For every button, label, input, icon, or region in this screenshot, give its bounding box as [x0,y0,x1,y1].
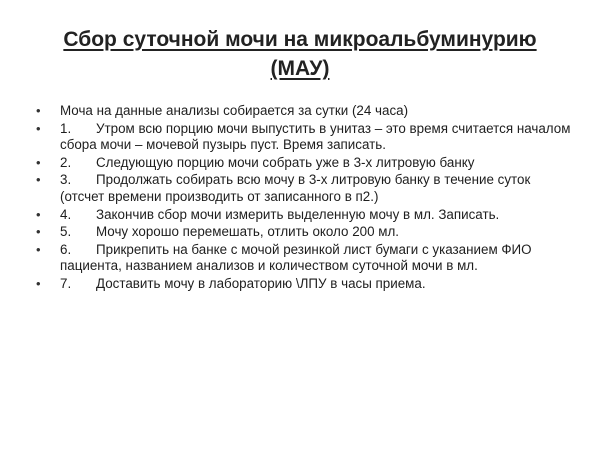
item-number: 1. [60,120,72,136]
bullet-icon: • [36,224,41,240]
bullet-icon: • [36,241,41,257]
title-line-2: (МАУ) [270,57,330,80]
list-item [36,224,576,241]
instruction-list [36,103,576,294]
item-text: Следующую порцию мочи собрать уже в 3-х литровую банку [96,154,475,170]
title-line-1: Сбор суточной мочи на микроальбуминурию [63,28,537,51]
bullet-icon: • [36,120,41,136]
item-number: 6. [60,241,72,257]
list-item [36,121,576,154]
list-item [36,172,576,205]
item-text: Продолжать собирать всю мочу в 3-х литровую банку в течение суток (отсчет времени производить от записанного в п2.) [60,172,531,204]
item-text: Прикрепить на банке с мочой резинкой лист бумаги с указанием ФИО пациента, названием анализов и количеством суточной мочи в мл. [60,241,532,274]
list-item [36,155,576,172]
slide-title [0,25,600,83]
bullet-icon: • [36,172,41,188]
item-text: Закончив сбор мочи измерить выделенную мочу в мл. Записать. [96,206,500,222]
item-text: Доставить мочу в лабораторию \ЛПУ в часы приема. [96,275,426,291]
item-text: Мочу хорошо перемешать, отлить около 200 мл. [96,224,399,240]
bullet-icon: • [36,154,41,170]
list-item [36,207,576,224]
item-number: 4. [60,206,72,222]
bullet-icon: • [36,206,41,222]
item-number: 7. [60,275,72,291]
list-item [36,103,576,120]
item-number: 2. [60,154,72,170]
list-item [36,242,576,275]
list-item [36,276,576,293]
item-text: Утром всю порцию мочи выпустить в унитаз – это время считается началом сбора мочи – мочевой пузырь пуст. Время записать. [60,120,571,153]
item-text: Моча на данные анализы собирается за сутки (24 часа) [60,103,409,118]
item-number: 3. [60,172,72,188]
bullet-icon: • [36,275,41,291]
item-number: 5. [60,224,72,240]
bullet-icon: • [36,103,41,118]
